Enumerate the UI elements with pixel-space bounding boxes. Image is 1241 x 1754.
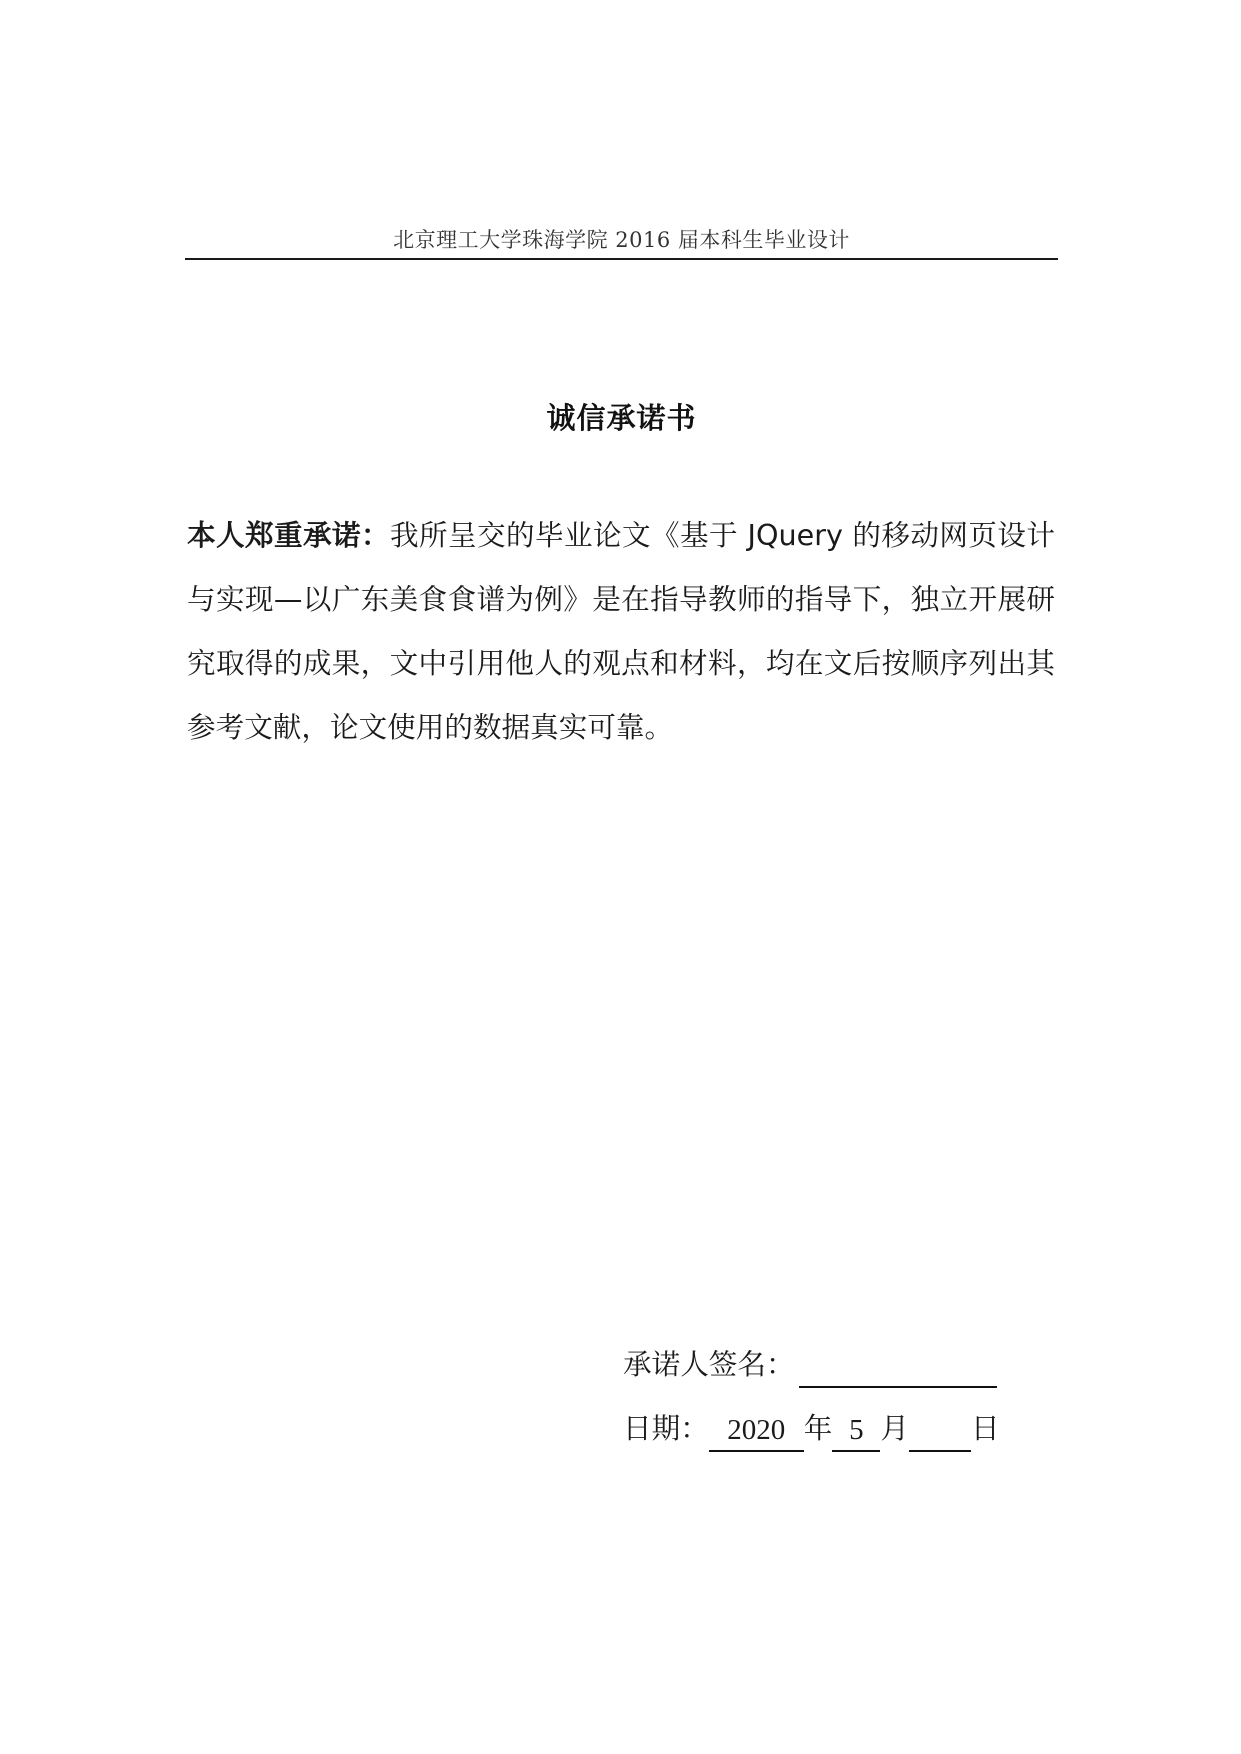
date-label: 日期：: [623, 1411, 709, 1445]
header-rule: [185, 258, 1058, 260]
date-month-field[interactable]: 5: [832, 1410, 880, 1452]
date-row: [623, 1404, 1000, 1452]
pledge-statement-body: 我所呈交的毕业论文《基于 JQuery 的移动网页设计与实现—以广东美食食谱为例》是在指导教师的指导下，独立开展研究取得的成果，文中引用他人的观点和材料，均在文后按顺序列出其参考文献，论文使用的数据真实可靠。: [187, 518, 1055, 744]
pledge-statement: [187, 503, 1055, 759]
date-year-field[interactable]: 2020: [709, 1410, 804, 1452]
date-month-unit: 月: [880, 1411, 910, 1445]
signature-row: [623, 1340, 997, 1388]
document-title: 诚信承诺书: [546, 401, 697, 435]
date-day-field[interactable]: [909, 1410, 971, 1452]
signature-field[interactable]: [799, 1352, 997, 1388]
date-year-unit: 年: [803, 1411, 833, 1445]
date-day-unit: 日: [971, 1411, 1000, 1445]
running-header: 北京理工大学珠海学院 2016 届本科生毕业设计: [393, 228, 850, 252]
pledge-statement-lead: 本人郑重承诺：: [187, 518, 391, 552]
signature-label: 承诺人签名：: [623, 1347, 795, 1381]
